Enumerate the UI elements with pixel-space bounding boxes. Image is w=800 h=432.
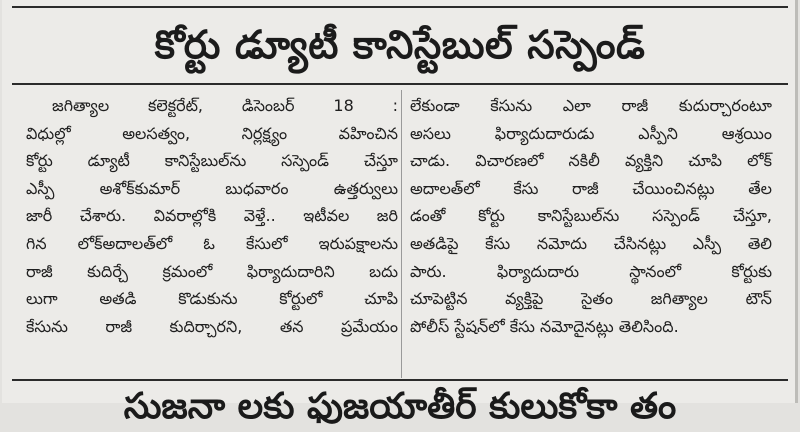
article-line: అసలు ఫిర్యాదుదారుడు ఎస్పీని ఆశ్రయిం: [410, 123, 772, 143]
article-headline: కోర్టు డ్యూటీ కానిస్టేబుల్ సస్పెండ్: [154, 23, 646, 68]
top-rule: [12, 6, 788, 8]
article-column-right: [410, 92, 772, 340]
headline-rule: [12, 83, 788, 85]
article-line: ఎస్పీ అశోక్‌కుమార్ బుధవారం ఉత్తర్వులు: [26, 178, 398, 198]
article-line: అదాలత్‌లో కేసు రాజీ చేయించినట్లు తేల: [410, 178, 772, 198]
article-line: జగిత్యాల కలెక్టరేట్, డిసెంబర్ 18 :: [52, 96, 398, 115]
clipping-edge: [795, 0, 798, 403]
article-line: చాడు. విచారణలో నకిలీ వ్యక్తిని చూపి లోక్: [410, 151, 772, 171]
article-line: లేకుండా కేసును ఎలా రాజీ కుదుర్చారంటూ: [410, 96, 772, 115]
article-line: పోలీస్ స్టేషన్‌లో కేసు నమోదైనట్లు తెలిసింది.: [410, 316, 679, 336]
article-line: జారీ చేశారు. వివరాల్లోకి వెళ్తే.. ఇటీవల జరి: [26, 206, 398, 226]
article-line: గిన లోక్‌అదాలత్‌లో ఓ కేసులో ఇరుపక్షాలను: [26, 233, 398, 253]
article-line: పారు. ఫిర్యాదుదారు స్థానంలో కోర్టుకు: [410, 261, 772, 281]
article-line: కోర్టు డ్యూటీ కానిస్టేబుల్‌ను సస్పెండ్ చేస్తూ: [26, 151, 398, 171]
column-divider: [401, 90, 402, 378]
article-line: కేసును రాజీ కుదిర్చారని, తన ప్రమేయం: [26, 316, 398, 336]
next-article-headline: సుజనా లకు ఫుజయాతీర్ కులుకోకా తం: [123, 386, 677, 427]
article-line: విధుల్లో అలసత్వం, నిర్లక్ష్యం వహించిన: [26, 123, 398, 143]
article-line: అతడిపై కేసు నమోదు చేసినట్లు ఎస్పీ తెలి: [410, 233, 772, 253]
newspaper-clipping: [2, 0, 798, 427]
article-column-left: [26, 92, 398, 340]
bottom-rule: [12, 379, 788, 381]
article-line: డంతో కోర్టు కానిస్టేబుల్‌ను సస్పెండ్ చేస్తూ,: [410, 206, 772, 226]
article-line: లుగా అతడి కొడుకును కోర్టులో చూపి: [26, 289, 398, 309]
article-line: రాజీ కుదిర్చే క్రమంలో ఫిర్యాదుదారిని బదు: [26, 261, 398, 281]
article-line: చూపెట్టిన వ్యక్తిపై సైతం జగిత్యాల టౌన్: [410, 289, 772, 309]
